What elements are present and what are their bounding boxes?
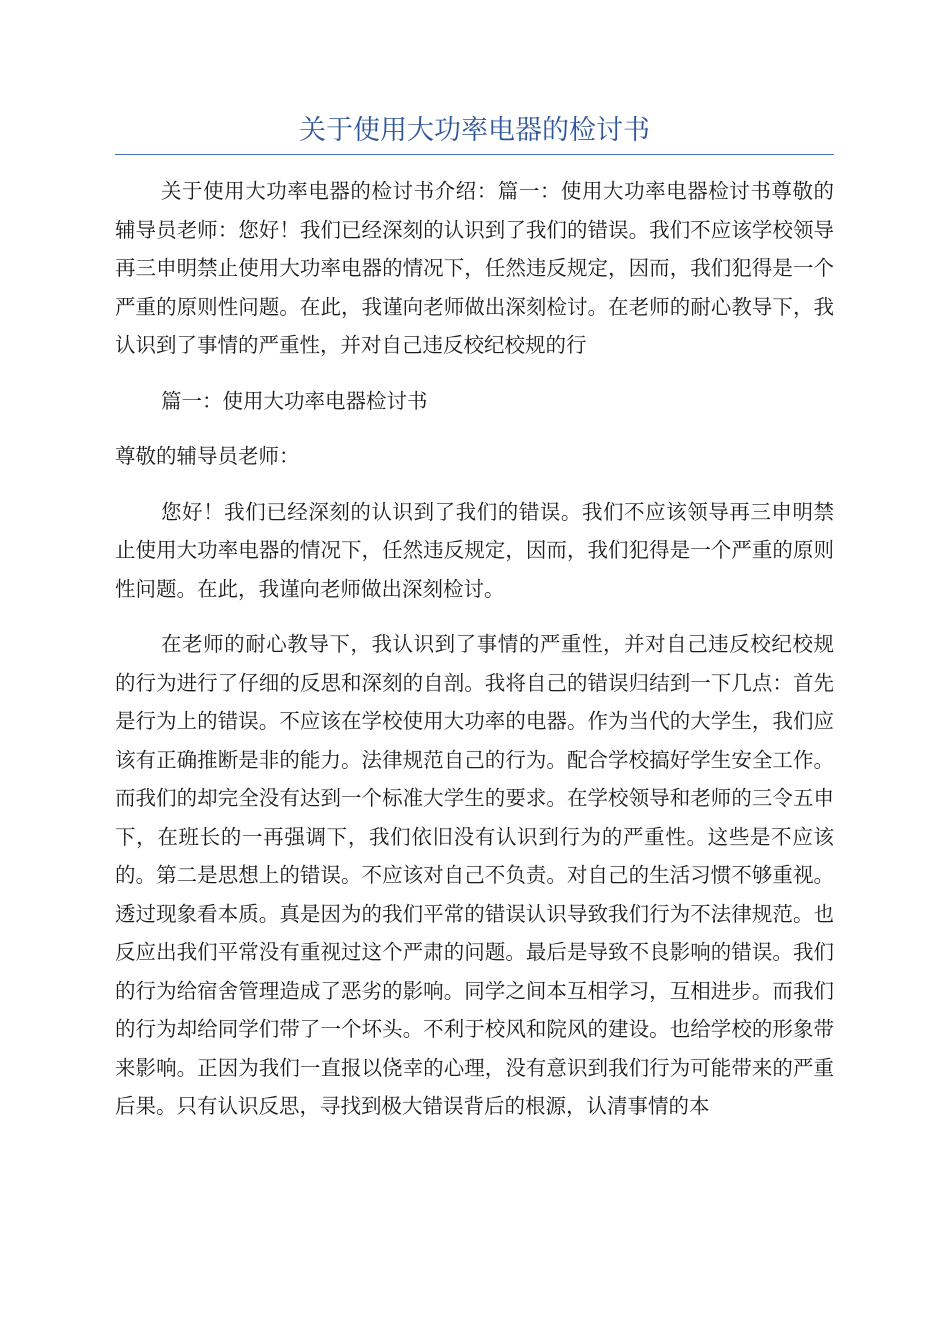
document-title: 关于使用大功率电器的检讨书: [299, 115, 650, 146]
paragraph-greeting: 您好！我们已经深刻的认识到了我们的错误。我们不应该领导再三申明禁止使用大功率电器的情况下，任然违反规定，因而，我们犯得是一个严重的原则性问题。在此，我谨向老师做出深刻检讨。: [115, 499, 834, 601]
title-underline: [115, 154, 834, 155]
paragraph-salutation: 尊敬的辅导员老师：: [115, 444, 300, 468]
paragraph-section-heading: 篇一：使用大功率电器检讨书: [161, 388, 428, 413]
paragraph-intro: 关于使用大功率电器的检讨书介绍：篇一：使用大功率电器检讨书尊敬的辅导员老师：您好！我们已经深刻的认识到了我们的错误。我们不应该学校领导再三申明禁止使用大功率电器的情况下，任然违反规定，因而，我们犯得是一个严重的原则性问题。在此，我谨向老师做出深刻检讨。在老师的耐心教导下，我认识到了事情的严重性，并对自己违反校纪校规的行: [115, 179, 834, 357]
document-body: [115, 172, 834, 1126]
paragraph-reflection: 在老师的耐心教导下，我认识到了事情的严重性，并对自己违反校纪校规的行为进行了仔细的反思和深刻的自剖。我将自己的错误归结到一下几点：首先是行为上的错误。不应该在学校使用大功率的电器。作为当代的大学生，我们应该有正确推断是非的能力。法律规范自己的行为。配合学校搞好学生安全工作。而我们的却完全没有达到一个标准大学生的要求。在学校领导和老师的三令五申下，在班长的一再强调下，我们依旧没有认识到行为的严重性。这些是不应该的。第二是思想上的错误。不应该对自己不负责。对自己的生活习惯不够重视。透过现象看本质。真是因为的我们平常的错误认识导致我们行为不法律规范。也反应出我们平常没有重视过这个严肃的问题。最后是导致不良影响的错误。我们的行为给宿舍管理造成了恶劣的影响。同学之间本互相学习，互相进步。而我们的行为却给同学们带了一个坏头。不利于校风和院风的建设。也给学校的形象带来影响。正因为我们一直报以侥幸的心理，没有意识到我们行为可能带来的严重后果。只有认识反思，寻找到极大错误背后的根源，认清事情的本: [115, 632, 834, 1118]
